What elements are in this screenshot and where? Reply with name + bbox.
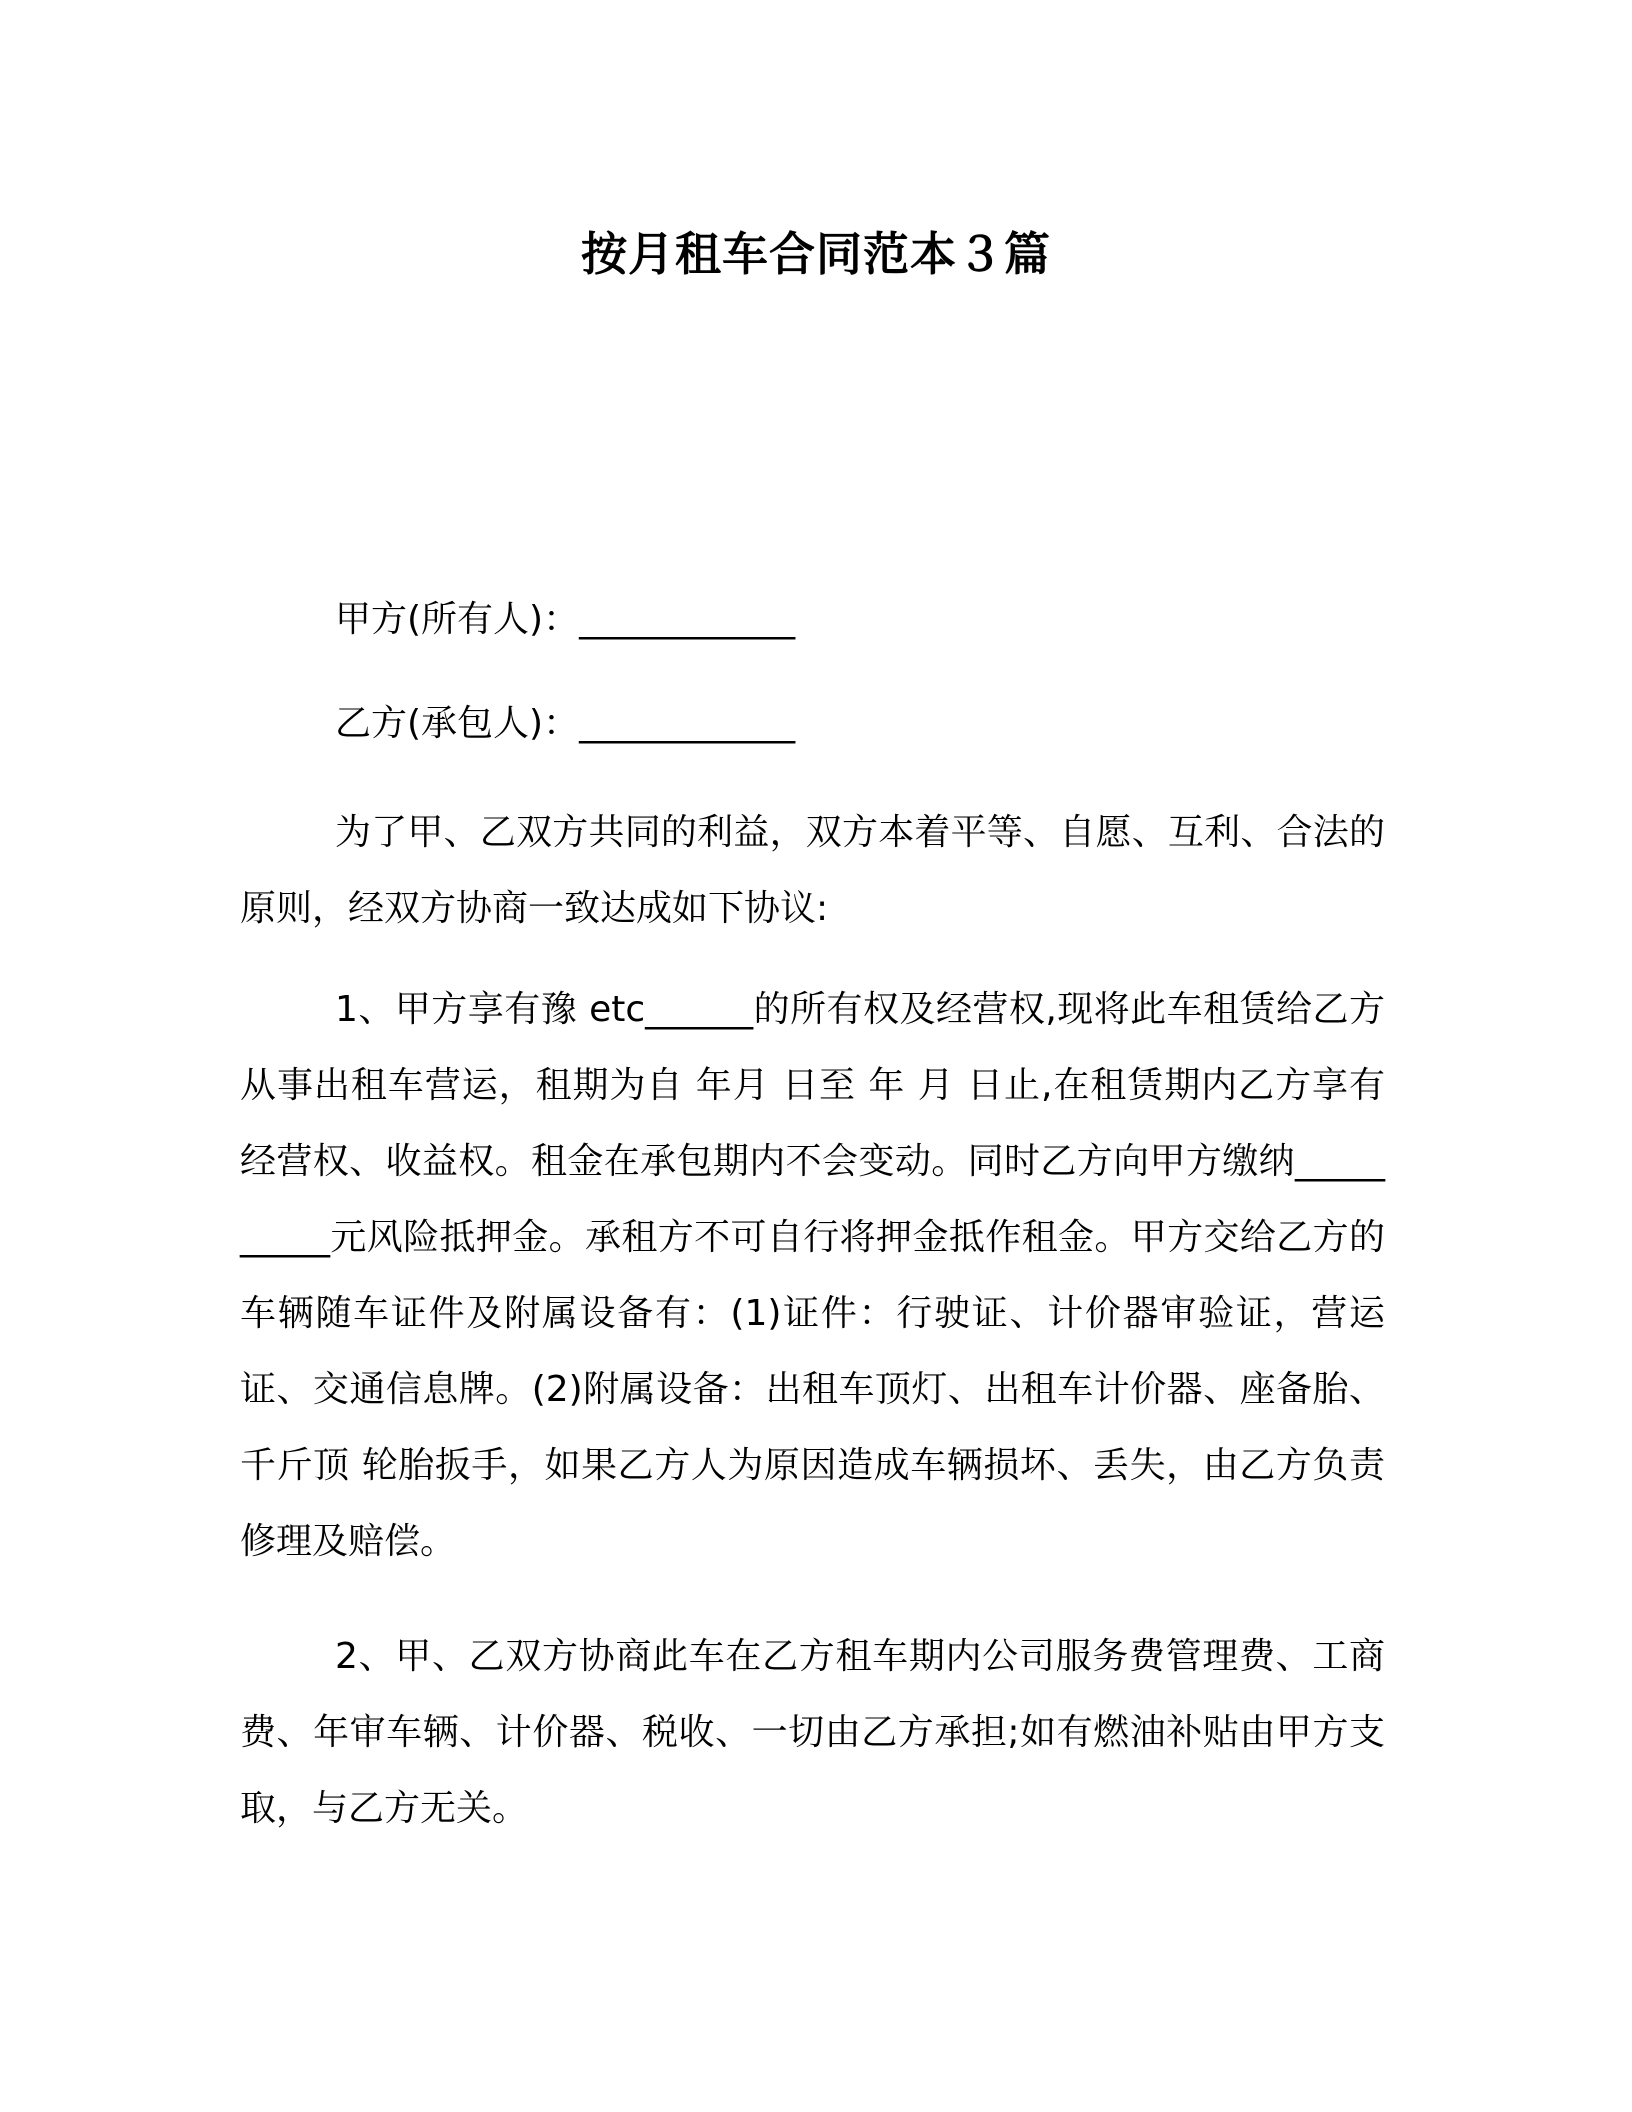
clause-1-paragraph: 1、甲方享有豫 etc______的所有权及经营权,现将此车租赁给乙方从事出租车营运，租期为自 年月 日至 年 月 日止,在租赁期内乙方享有经营权、收益权。租金在承包期内不会变动。同时乙方向甲方缴纳__________元风险抵押金。承租方不可自行将押金抵作租金。甲方交给乙方的车辆随车证件及附属设备有：(1)证件：行驶证、计价器审验证，营运证、交通信息牌。(2)附属设备：出租车顶灯、出租车计价器、座备胎、 千斤顶 轮胎扳手，如果乙方人为原因造成车辆损坏、丢失，由乙方负责修理及赔偿。: [240, 989, 1385, 1562]
document-title: 按月租车合同范本３篇: [581, 227, 1051, 281]
party-b-line: 乙方(承包人)：____________: [335, 703, 796, 744]
clause-2-paragraph: 2、甲、乙双方协商此车在乙方租车期内公司服务费管理费、工商费、年审车辆、计价器、税收、一切由乙方承担;如有燃油补贴由甲方支取，与乙方无关。: [240, 1636, 1385, 1829]
intro-paragraph: 为了甲、乙双方共同的利益，双方本着平等、自愿、互利、合法的原则，经双方协商一致达成如下协议:: [240, 812, 1385, 929]
party-a-line: 甲方(所有人)：____________: [335, 599, 796, 640]
